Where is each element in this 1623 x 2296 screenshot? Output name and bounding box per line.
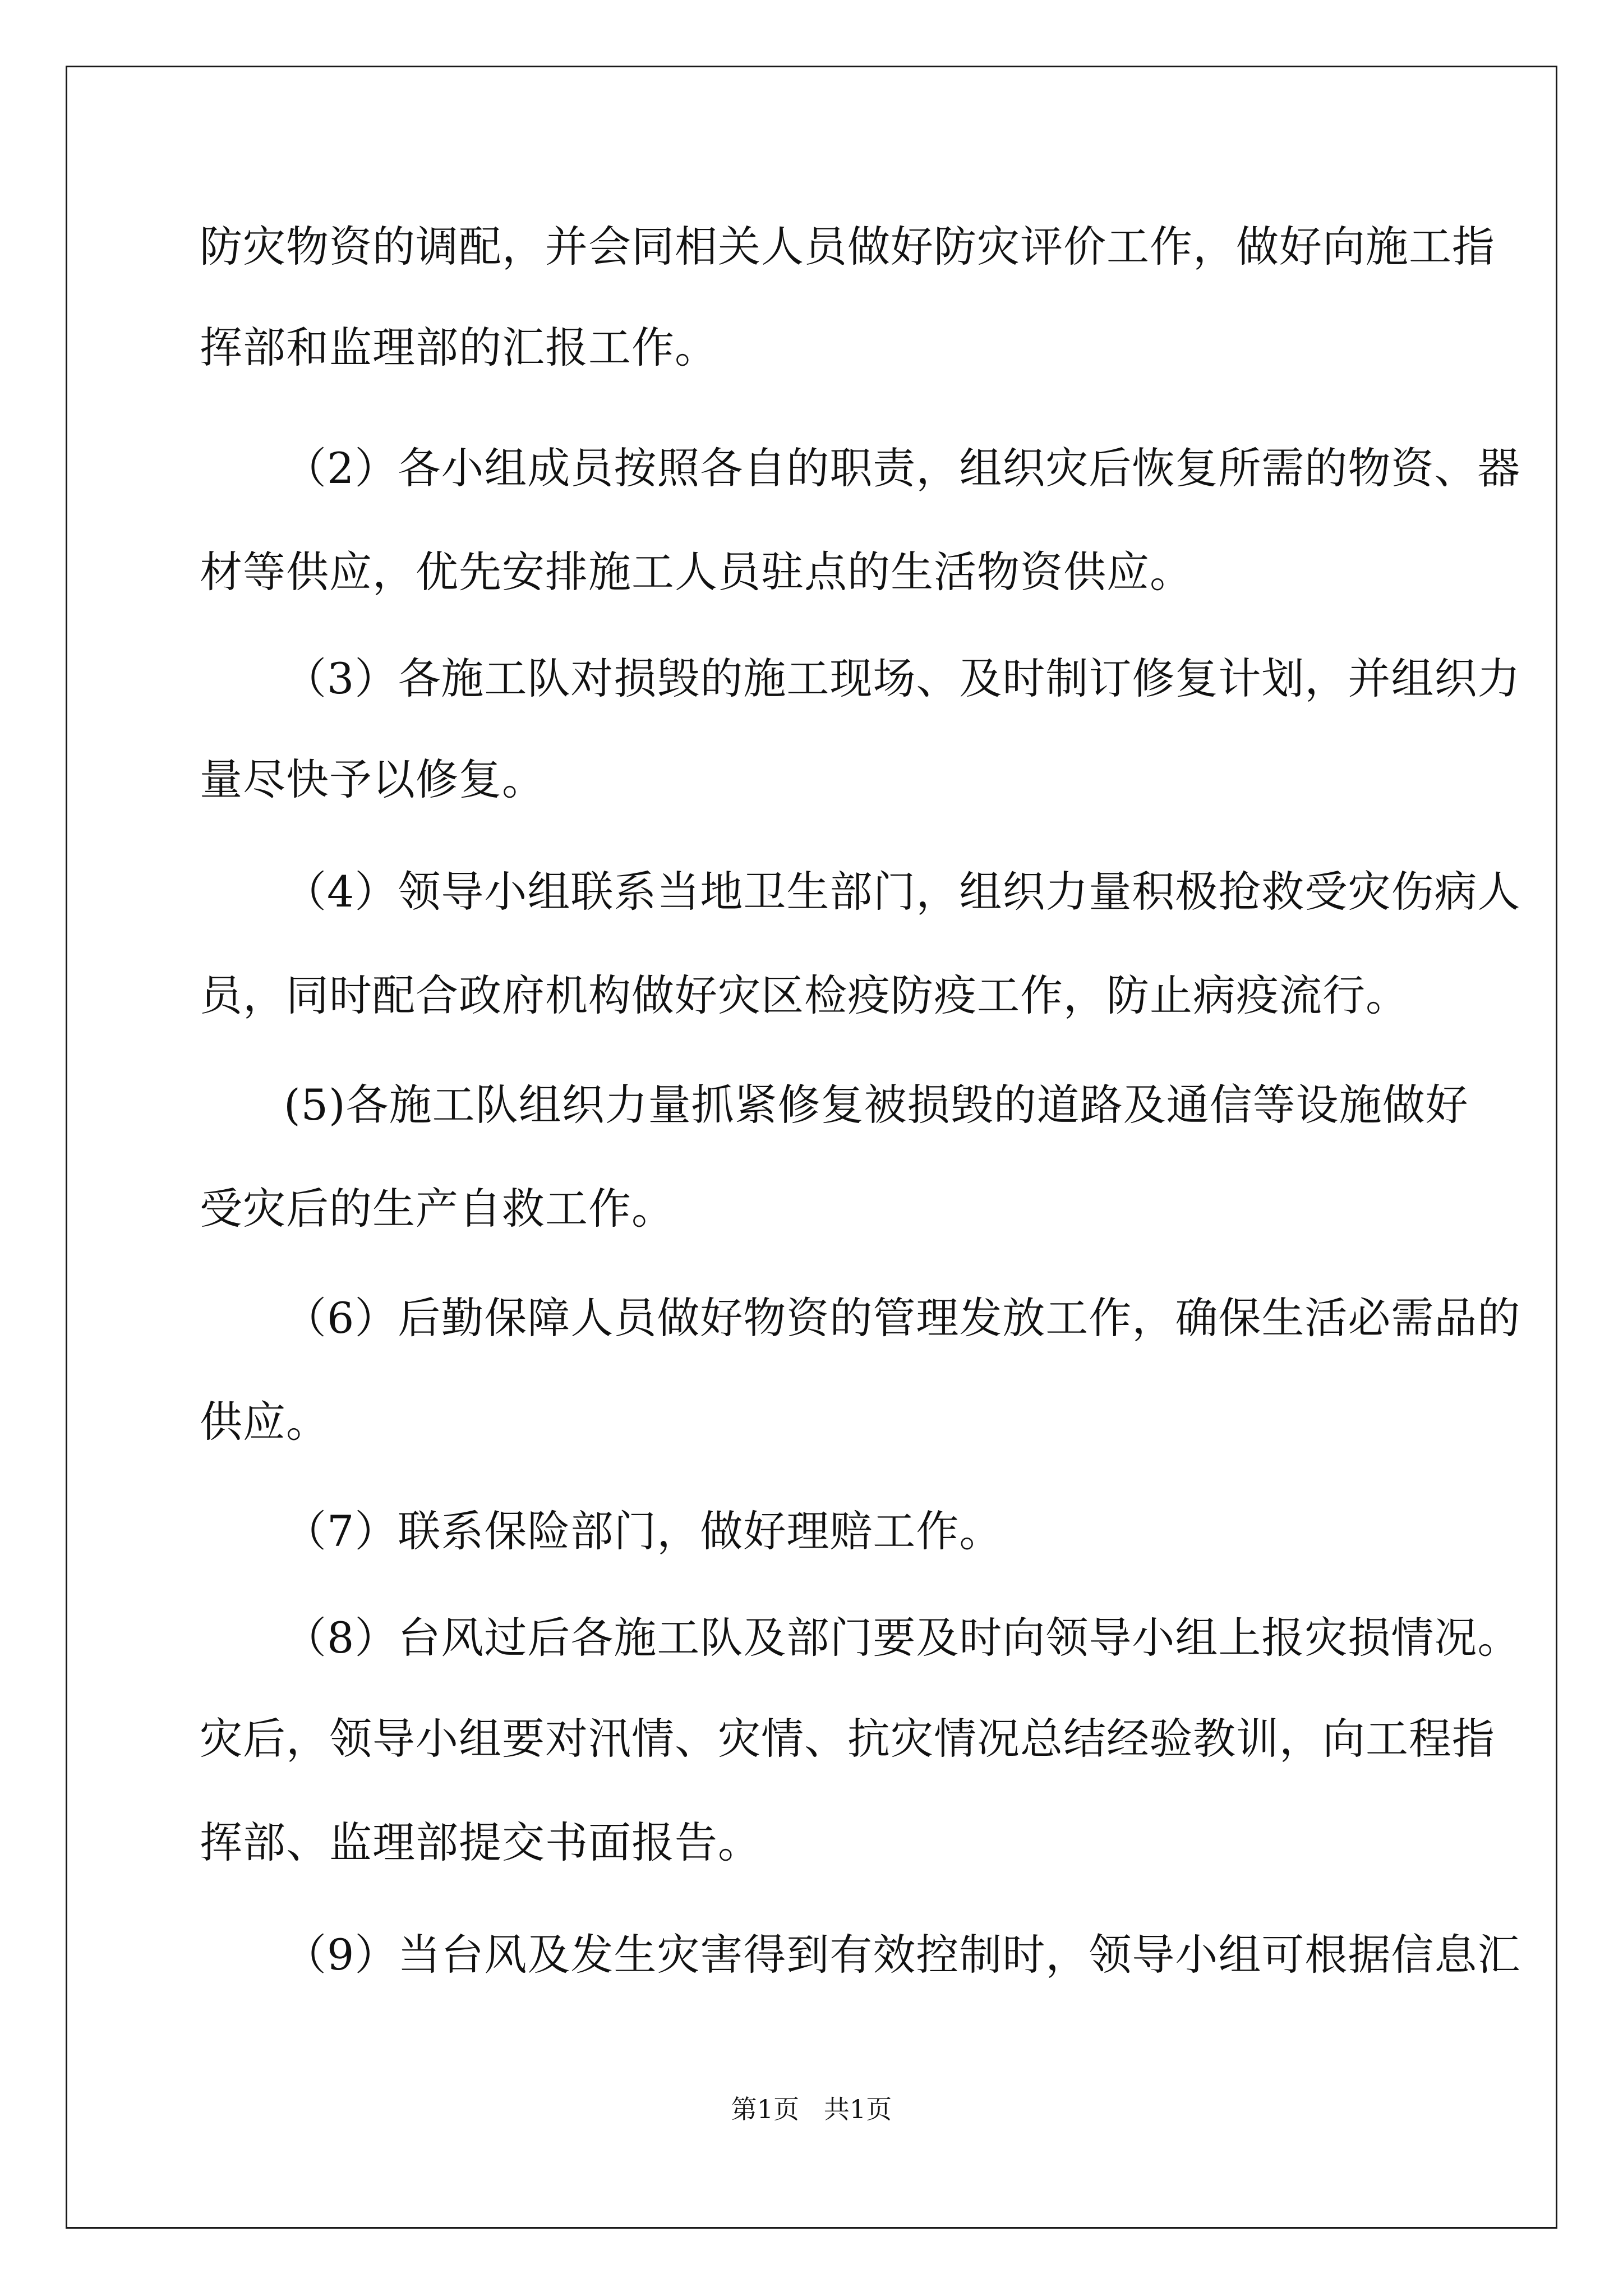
- text-line: 灾后，领导小组要对汛情、灾情、抗灾情况总结经验教训，向工程指: [200, 1714, 1495, 1764]
- paragraph-item-8: （8）台风过后各施工队及部门要及时向领导小组上报灾损情况。: [284, 1613, 1521, 1663]
- paragraph-item-4: （4）领导小组联系当地卫生部门，组织力量积极抢救受灾伤病人: [284, 867, 1521, 917]
- text-line: 供应。: [200, 1397, 329, 1447]
- paragraph-item-3: （3）各施工队对损毁的施工现场、及时制订修复计划，并组织力: [284, 654, 1521, 703]
- text-line: 挥部、监理部提交书面报告。: [200, 1818, 761, 1867]
- page-border: [66, 66, 1557, 2229]
- paragraph-item-6: （6）后勤保障人员做好物资的管理发放工作，确保生活必需品的: [284, 1293, 1521, 1343]
- paragraph-item-2: （2）各小组成员按照各自的职责，组织灾后恢复所需的物资、器: [284, 443, 1521, 493]
- paragraph-item-7: （7）联系保险部门，做好理赔工作。: [284, 1506, 1003, 1556]
- text-line: 防灾物资的调配，并会同相关人员做好防灾评价工作，做好向施工指: [200, 222, 1495, 272]
- paragraph-item-9: （9）当台风及发生灾害得到有效控制时，领导小组可根据信息汇: [284, 1930, 1521, 1980]
- text-line: 受灾后的生产自救工作。: [200, 1184, 675, 1234]
- page-number-footer: 第1页 共1页: [731, 2094, 892, 2124]
- text-line: 员，同时配合政府机构做好灾区检疫防疫工作，防止病疫流行。: [200, 970, 1409, 1020]
- text-line: 量尽快予以修复。: [200, 754, 545, 804]
- paragraph-item-5: (5)各施工队组织力量抓紧修复被损毁的道路及通信等设施做好: [284, 1080, 1469, 1130]
- text-line: 材等供应，优先安排施工人员驻点的生活物资供应。: [200, 547, 1193, 597]
- text-line: 挥部和监理部的汇报工作。: [200, 323, 718, 372]
